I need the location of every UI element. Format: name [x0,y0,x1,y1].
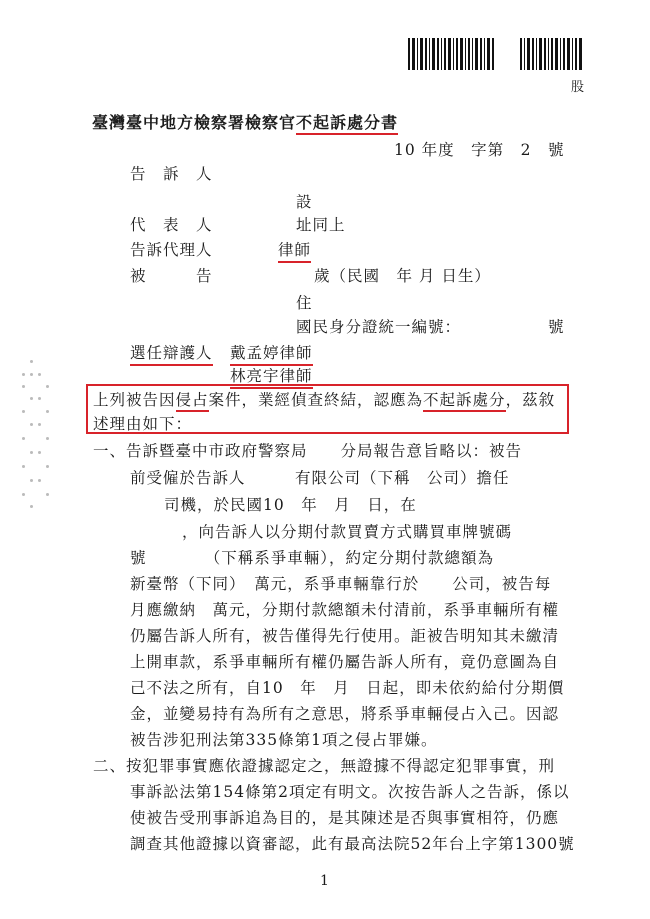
intro-line-1 [93,388,555,410]
intro-text-a: 上列被告因 [93,391,176,409]
section1-line: 金，並變易持有為所有之意思，將系爭車輛侵占入己。因認 [130,705,560,723]
section1-line: ，向告訴人以分期付款買賣方式購買車牌號碼 [182,523,513,541]
defender-label: 選任辯護人 [130,341,213,366]
section1-line: 新臺幣（下同） 萬元，系爭車輛靠行於 公司，被告每 [130,575,552,593]
barcode-right [520,38,584,70]
barcode-left [408,38,496,70]
section1-line: 月應繳納 萬元，分期付款總額未付清前，系爭車輛所有權 [130,601,560,619]
id-number-suffix: 號 [548,318,565,336]
section1-line: 一、告訴暨臺中市政府警察局 分局報告意旨略以：被告 [93,442,523,460]
intro-line-2: 述理由如下： [93,415,193,433]
intro-text-c: 案件，業經偵查終結，認應為 [208,391,424,409]
document-title [92,110,398,133]
defender-name-2: 林亮宇律師 [230,364,313,389]
section1-line: 司機，於民國10 年 月 日，在 [164,496,417,514]
representative-value: 址同上 [296,216,346,234]
defender-name-1: 戴孟婷律師 [230,341,313,366]
section1-line: 己不法之所有，自10 年 月 日起，即未依約給付分期價 [130,679,565,697]
residence-label: 住 [296,294,313,312]
division-stamp: 股 [571,80,586,95]
section2-line: 二、按犯罪事實應依證據認定之，無證據不得認定犯罪事實，刑 [93,757,556,775]
title-doc-type: 不起訴處分書 [296,113,398,135]
agent-label: 告訴代理人 [130,241,213,259]
complainant-label: 告 訴 人 [130,165,213,183]
section1-line: 上開車款，系爭車輛所有權仍屬告訴人所有，竟仍意圖為自 [130,653,560,671]
page-number: 1 [320,873,329,889]
id-number-label: 國民身分證統一編號： [296,318,462,336]
title-office: 臺灣臺中地方檢察署檢察官 [92,113,297,132]
intro-decision: 不起訴處分 [423,391,506,412]
section2-line: 使被告受刑事訴追為目的，是其陳述是否與事實相符，仍應 [130,809,560,827]
section2-line: 調查其他證據以資審認，此有最高法院52年台上字第1300號 [130,835,575,853]
section1-line: 前受僱於告訴人 有限公司（下稱 公司）擔任 [130,469,510,487]
representative-label: 代 表 人 [130,216,213,234]
address-label: 設 [296,193,313,211]
defendant-label: 被 告 [130,267,213,285]
section1-line: 被告涉犯刑法第335條第1項之侵占罪嫌。 [130,731,438,749]
section1-line: 仍屬告訴人所有，被告僅得先行使用。詎被告明知其未繳清 [130,627,560,645]
defendant-dob: 歲（民國 年 月 日生） [314,267,491,285]
section2-line: 事訴訟法第154條第2項定有明文。次按告訴人之告訴，係以 [130,783,570,801]
section1-line: 號 （下稱系爭車輛），約定分期付款總額為 [130,549,495,567]
intro-offense: 侵占 [176,391,209,412]
binding-holes-marks [18,355,54,515]
case-number: 10 年度 字第 2 號 [394,141,565,159]
agent-value: 律師 [278,238,311,263]
intro-text-e: ，茲敘 [505,391,556,409]
